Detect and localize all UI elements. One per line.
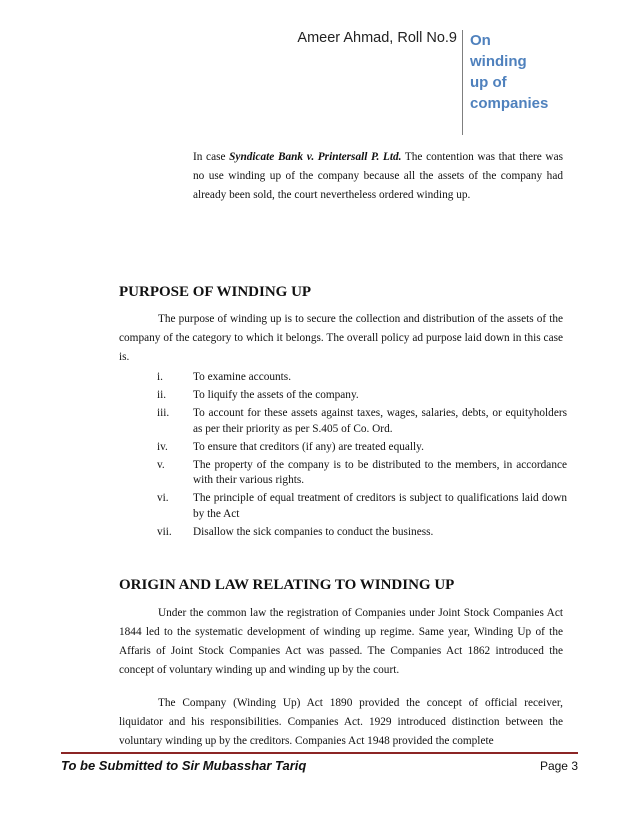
case-prefix: In case: [193, 151, 230, 163]
list-item: [157, 491, 567, 522]
list-item-text: To ensure that creditors (if any) are treated equally.: [193, 440, 424, 453]
list-item-number: v.: [157, 458, 165, 471]
list-item: [157, 370, 567, 386]
list-item-text: To examine accounts.: [193, 371, 292, 383]
footer-rule: [61, 752, 578, 754]
header-title-line: up of: [470, 74, 507, 91]
list-item-number: ii.: [157, 389, 167, 401]
header-title-line: companies: [470, 95, 549, 112]
purpose-list: [157, 370, 567, 543]
list-item-number: iv.: [157, 440, 168, 453]
list-item-text: Disallow the sick companies to conduct the business.: [193, 525, 434, 538]
list-item-text: To account for these assets against taxes, wages, salaries, debts, or equityholders as per their priority as per S.405 of Co. Ord.: [193, 407, 567, 435]
purpose-intro: The purpose of winding up is to secure the collection and distribution of the assets of the company of the category to which it belongs. The overall policy ad purpose laid down in this case is.: [119, 313, 563, 363]
origin-heading: ORIGIN AND LAW RELATING TO WINDING UP: [119, 577, 455, 593]
page-number: Page 3: [539, 759, 578, 773]
list-item: [157, 458, 567, 489]
list-item-text: To liquify the assets of the company.: [193, 389, 359, 401]
list-item-text: The principle of equal treatment of creditors is subject to qualifications laid down by the Act: [193, 492, 567, 520]
header-author: Ameer Ahmad, Roll No.9: [297, 30, 457, 46]
header-divider: [462, 30, 463, 135]
list-item-number: vii.: [157, 525, 172, 538]
case-rest: The contention was that there was no use winding up of the company because all the assets of the company had already been sold, the court nevertheless ordered winding up.: [193, 151, 563, 201]
list-item-number: iii.: [157, 407, 170, 419]
case-name: Syndicate Bank v. Printersall P. Ltd.: [229, 151, 402, 163]
list-item: [157, 406, 567, 437]
list-item: [157, 525, 567, 541]
footer-submission-note: To be Submitted to Sir Mubasshar Tariq: [61, 758, 307, 773]
origin-paragraph-2: The Company (Winding Up) Act 1890 provided the concept of official receiver, liquidator and his responsibilities. Companies Act. 1929 introduced distinction between the voluntary winding up by the creditors. Companies Act 1948 provided the complete: [119, 697, 563, 747]
list-item-text: The property of the company is to be distributed to the members, in accordance with their various rights.: [193, 458, 567, 486]
list-item-number: i.: [157, 371, 163, 383]
case-paragraph: [193, 148, 563, 205]
list-item: [157, 388, 567, 404]
header-title-line: winding: [470, 53, 527, 70]
header-document-title: [470, 30, 620, 114]
header-title-line: On: [470, 32, 491, 49]
origin-paragraph-1: Under the common law the registration of Companies under Joint Stock Companies Act 1844 led to the systematic development of winding up regime. Same year, Winding Up of the Affaris of Joint Stock Companies Act was passed. The Companies Act 1862 introduced the concept of voluntary winding up and winding up by the court.: [119, 607, 563, 676]
list-item: [157, 440, 567, 456]
purpose-heading: PURPOSE OF WINDING UP: [119, 284, 312, 300]
list-item-number: vi.: [157, 492, 169, 504]
